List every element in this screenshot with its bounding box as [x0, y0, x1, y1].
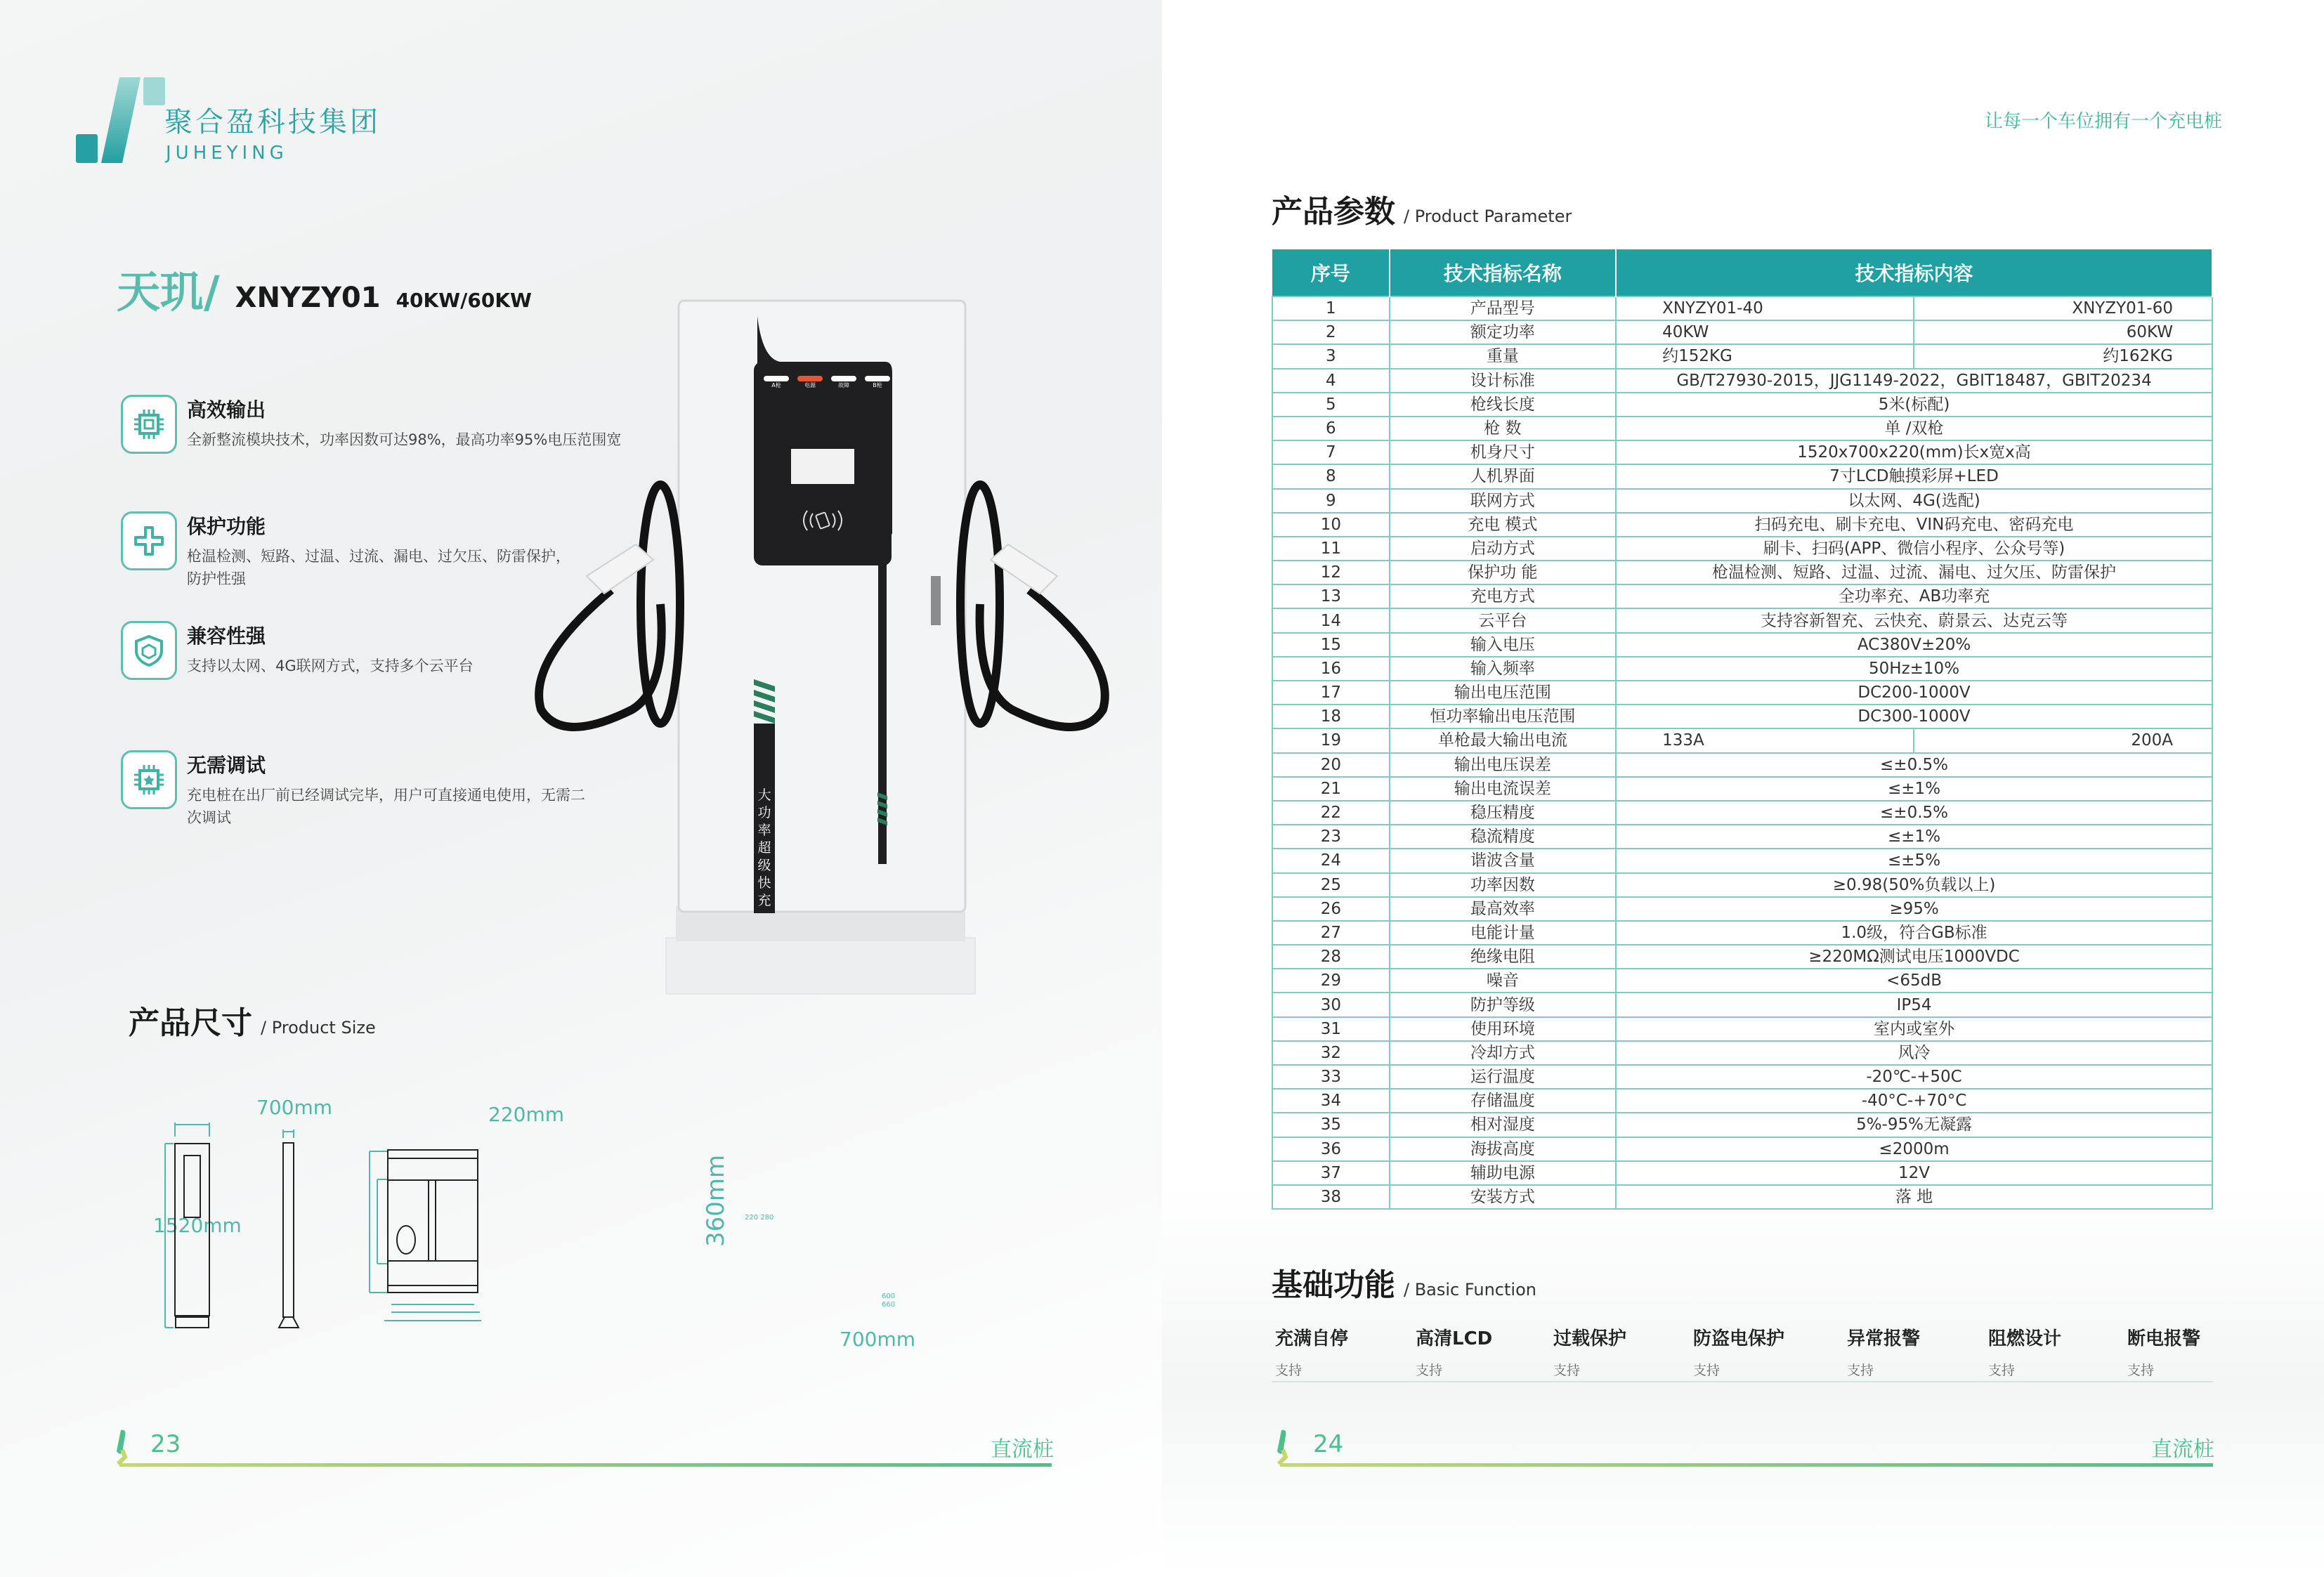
row-param-name: 设计标准: [1390, 369, 1616, 393]
row-value: ≥95%: [1616, 897, 2212, 921]
row-index: 13: [1272, 584, 1390, 608]
product-title: [117, 267, 532, 318]
table-row: [1272, 464, 2212, 488]
indicator-fault: 故障: [831, 376, 856, 389]
basic-function-value: 支持: [1693, 1363, 1721, 1378]
row-index: 1: [1272, 296, 1390, 320]
row-index: 31: [1272, 1017, 1390, 1041]
row-index: 10: [1272, 513, 1390, 537]
row-param-name: 额定功率: [1390, 320, 1616, 344]
row-param-name: 输出电压范围: [1390, 681, 1616, 705]
table-row: [1272, 1161, 2212, 1185]
row-index: 35: [1272, 1113, 1390, 1137]
dim-height: 1520mm: [153, 1214, 242, 1237]
table-row: [1272, 873, 2212, 897]
row-value-40kw: 133A: [1616, 728, 1913, 752]
row-value: ≥220MΩ测试电压1000VDC: [1616, 945, 2212, 969]
page-number: 23: [150, 1430, 181, 1458]
row-value: 支持容新智充、云快充、蔚景云、达克云等: [1616, 608, 2212, 632]
row-param-name: 输入频率: [1390, 657, 1616, 681]
parameter-table: [1272, 249, 2213, 1210]
basic-function-item: [1416, 1324, 1492, 1379]
row-param-name: 绝缘电阻: [1390, 945, 1616, 969]
footer-leaf-icon: [1273, 1429, 1304, 1465]
row-param-name: 功率因数: [1390, 873, 1616, 897]
row-param-name: 云平台: [1390, 608, 1616, 632]
row-value: -40°C-+70°C: [1616, 1089, 2212, 1113]
row-value: DC200-1000V: [1616, 681, 2212, 705]
table-row: [1272, 537, 2212, 561]
dim-inner-depths: 220 280: [745, 1214, 774, 1222]
table-row: [1272, 584, 2212, 608]
row-value-60kw: 约162KG: [1914, 344, 2212, 368]
row-param-name: 电能计量: [1390, 921, 1616, 945]
cross-link-icon: [121, 511, 177, 570]
basic-function-name: 防盗电保护: [1693, 1328, 1785, 1349]
basic-function-name: 过载保护: [1553, 1328, 1627, 1349]
row-param-name: 相对湿度: [1390, 1113, 1616, 1137]
section-title: 产品尺寸: [129, 1005, 252, 1041]
row-value-40kw: 40KW: [1616, 320, 1913, 344]
row-param-name: 输出电流误差: [1390, 777, 1616, 801]
dim-inner-widths: 600 660: [882, 1293, 896, 1309]
row-param-name: 防护等级: [1390, 993, 1616, 1016]
row-index: 23: [1272, 825, 1390, 849]
company-name-en: JUHEYING: [166, 143, 288, 164]
row-index: 20: [1272, 753, 1390, 777]
table-row: [1272, 728, 2212, 752]
row-value: DC300-1000V: [1616, 705, 2212, 728]
row-index: 30: [1272, 993, 1390, 1016]
row-param-name: 充电 模式: [1390, 513, 1616, 537]
column-header-name: 技术指标名称: [1390, 249, 1616, 296]
row-value: ≤±1%: [1616, 825, 2212, 849]
row-index: 21: [1272, 777, 1390, 801]
charger-side-text: 大功率超级快充: [757, 787, 771, 908]
table-row: [1272, 296, 2212, 320]
basic-function-divider: [1272, 1381, 2213, 1382]
row-value: AC380V±20%: [1616, 633, 2212, 657]
row-index: 12: [1272, 561, 1390, 584]
row-param-name: 机身尺寸: [1390, 440, 1616, 464]
row-value: 1520x700x220(mm)长x宽x高: [1616, 440, 2212, 464]
section-title: 产品参数: [1272, 194, 1395, 230]
row-param-name: 运行温度: [1390, 1065, 1616, 1089]
table-row: [1272, 1137, 2212, 1161]
row-index: 11: [1272, 537, 1390, 561]
product-power: 40KW/60KW: [396, 289, 532, 312]
row-param-name: 启动方式: [1390, 537, 1616, 561]
row-index: 9: [1272, 489, 1390, 513]
row-param-name: 输出电压误差: [1390, 753, 1616, 777]
basic-function-item: [1847, 1324, 1920, 1379]
row-index: 4: [1272, 369, 1390, 393]
row-value: 以太网、4G(选配): [1616, 489, 2212, 513]
basic-function-item: [2127, 1324, 2200, 1379]
row-param-name: 枪线长度: [1390, 393, 1616, 417]
table-row: [1272, 753, 2212, 777]
row-param-name: 产品型号: [1390, 296, 1616, 320]
table-row: [1272, 369, 2212, 393]
table-row: [1272, 921, 2212, 945]
row-index: 34: [1272, 1089, 1390, 1113]
feature-desc: 充电桩在出厂前已经调试完毕，用户可直接通电使用，无需二次调试: [187, 787, 585, 826]
row-value: 5%-95%无凝露: [1616, 1113, 2212, 1137]
row-index: 36: [1272, 1137, 1390, 1161]
footer-category: 直流桩: [991, 1437, 1054, 1462]
table-row: [1272, 657, 2212, 681]
tagline: 让每一个车位拥有一个充电桩: [1985, 111, 2223, 132]
table-row: [1272, 633, 2212, 657]
indicator-power: 电源: [797, 376, 823, 389]
row-value: 落 地: [1616, 1185, 2212, 1209]
feature-desc: 支持以太网、4G联网方式，支持多个云平台: [187, 657, 474, 674]
column-header-index: 序号: [1272, 249, 1390, 296]
table-row: [1272, 777, 2212, 801]
feature-title: 高效输出: [187, 398, 266, 421]
table-row: [1272, 897, 2212, 921]
footer-leaf-icon: [112, 1429, 143, 1465]
row-index: 18: [1272, 705, 1390, 728]
footer-category: 直流桩: [2151, 1437, 2214, 1462]
row-index: 27: [1272, 921, 1390, 945]
feature-title: 无需调试: [187, 754, 266, 777]
row-value: ≤±1%: [1616, 777, 2212, 801]
row-param-name: 人机界面: [1390, 464, 1616, 488]
row-value: 50Hz±10%: [1616, 657, 2212, 681]
feature-title: 保护功能: [187, 515, 266, 538]
section-subtitle: / Product Size: [261, 1018, 376, 1038]
company-name-cn: 聚合盈科技集团: [164, 106, 381, 138]
row-param-name: 存储温度: [1390, 1089, 1616, 1113]
row-param-name: 使用环境: [1390, 1017, 1616, 1041]
row-index: 14: [1272, 608, 1390, 632]
table-row: [1272, 320, 2212, 344]
row-param-name: 稳流精度: [1390, 825, 1616, 849]
row-value: 7寸LCD触摸彩屏+LED: [1616, 464, 2212, 488]
product-model: XNYZY01: [235, 282, 381, 314]
company-logo-icon: [76, 77, 167, 164]
row-value: <65dB: [1616, 969, 2212, 993]
dimension-drawings-icon: [126, 1089, 1040, 1370]
section-subtitle: / Basic Function: [1404, 1280, 1536, 1300]
row-index: 28: [1272, 945, 1390, 969]
table-row: [1272, 705, 2212, 728]
table-row: [1272, 681, 2212, 705]
row-value: 枪温检测、短路、过温、过流、漏电、过欠压、防雷保护: [1616, 561, 2212, 584]
size-section-header: [129, 997, 376, 1042]
row-param-name: 安装方式: [1390, 1185, 1616, 1209]
dim-base-width: 700mm: [840, 1328, 915, 1351]
row-value: 风冷: [1616, 1041, 2212, 1065]
row-index: 17: [1272, 681, 1390, 705]
basic-function-value: 支持: [1275, 1363, 1303, 1378]
row-value: ≤2000m: [1616, 1137, 2212, 1161]
row-value: 扫码充电、刷卡充电、VIN码充电、密码充电: [1616, 513, 2212, 537]
basic-function-name: 断电报警: [2127, 1328, 2201, 1349]
row-param-name: 保护功 能: [1390, 561, 1616, 584]
row-value: 刷卡、扫码(APP、微信小程序、公众号等): [1616, 537, 2212, 561]
table-row: [1272, 489, 2212, 513]
row-param-name: 枪 数: [1390, 417, 1616, 440]
basic-function-value: 支持: [1416, 1363, 1443, 1378]
basic-section-header: [1272, 1259, 1536, 1304]
table-row: [1272, 945, 2212, 969]
row-param-name: 谐波含量: [1390, 849, 1616, 872]
row-index: 16: [1272, 657, 1390, 681]
row-index: 32: [1272, 1041, 1390, 1065]
basic-function-value: 支持: [1553, 1363, 1581, 1378]
table-row: [1272, 561, 2212, 584]
table-row: [1272, 1017, 2212, 1041]
shield-icon: [121, 621, 177, 680]
table-row: [1272, 344, 2212, 368]
basic-function-value: 支持: [1988, 1363, 2016, 1378]
basic-function-name: 阻燃设计: [1988, 1328, 2062, 1349]
row-value: ≤±5%: [1616, 849, 2212, 872]
indicator-a-gun: A枪: [764, 376, 789, 389]
row-index: 22: [1272, 801, 1390, 825]
lcd-screen: [791, 449, 854, 484]
chip-star-icon: [121, 750, 177, 809]
charger-control-panel: [754, 362, 892, 565]
row-param-name: 稳压精度: [1390, 801, 1616, 825]
row-value: 12V: [1616, 1161, 2212, 1185]
row-index: 25: [1272, 873, 1390, 897]
table-row: [1272, 1185, 2212, 1209]
row-param-name: 充电方式: [1390, 584, 1616, 608]
row-value: 单 /双枪: [1616, 417, 2212, 440]
table-row: [1272, 440, 2212, 464]
row-param-name: 单枪最大输出电流: [1390, 728, 1616, 752]
row-param-name: 辅助电源: [1390, 1161, 1616, 1185]
table-row: [1272, 1065, 2212, 1089]
row-param-name: 恒功率输出电压范围: [1390, 705, 1616, 728]
row-index: 15: [1272, 633, 1390, 657]
row-index: 7: [1272, 440, 1390, 464]
row-index: 6: [1272, 417, 1390, 440]
table-row: [1272, 1089, 2212, 1113]
row-value: -20℃-+50C: [1616, 1065, 2212, 1089]
table-row: [1272, 801, 2212, 825]
row-param-name: 联网方式: [1390, 489, 1616, 513]
row-index: 19: [1272, 728, 1390, 752]
row-value-40kw: XNYZY01-40: [1616, 296, 1913, 320]
product-name: 天玑/: [117, 266, 220, 318]
column-header-content: 技术指标内容: [1616, 249, 2212, 296]
table-row: [1272, 1113, 2212, 1137]
row-value: 全功率充、AB功率充: [1616, 584, 2212, 608]
feature-desc: 全新整流模块技术，功率因数可达98%，最高功率95%电压范围宽: [187, 431, 622, 448]
basic-function-item: [1693, 1324, 1784, 1379]
dim-base-depth: 360mm: [702, 1154, 730, 1247]
table-row: [1272, 825, 2212, 849]
row-index: 24: [1272, 849, 1390, 872]
charger-illustration: [520, 295, 1124, 997]
table-row: [1272, 1041, 2212, 1065]
basic-function-item: [1275, 1324, 1348, 1379]
dim-depth: 220mm: [488, 1103, 564, 1126]
row-param-name: 输入电压: [1390, 633, 1616, 657]
row-value-60kw: 200A: [1914, 728, 2212, 752]
row-value-40kw: 约152KG: [1616, 344, 1913, 368]
table-row: [1272, 417, 2212, 440]
page-number: 24: [1313, 1430, 1344, 1458]
basic-function-name: 异常报警: [1847, 1328, 1921, 1349]
feature-item: [121, 511, 580, 590]
row-index: 3: [1272, 344, 1390, 368]
footer-divider: [1280, 1463, 2213, 1467]
row-index: 37: [1272, 1161, 1390, 1185]
table-row: [1272, 608, 2212, 632]
dim-front-width: 700mm: [256, 1096, 332, 1119]
row-value: 1.0级，符合GB标准: [1616, 921, 2212, 945]
row-value: GB/T27930-2015，JJG1149-2022，GBIT18487，GBIT20234: [1616, 369, 2212, 393]
table-row: [1272, 513, 2212, 537]
table-row: [1272, 969, 2212, 993]
table-row: [1272, 393, 2212, 417]
feature-desc: 枪温检测、短路、过温、过流、漏电、过欠压、防雷保护，防护性强: [187, 548, 570, 587]
row-param-name: 冷却方式: [1390, 1041, 1616, 1065]
basic-function-item: [1988, 1324, 2061, 1379]
row-index: 33: [1272, 1065, 1390, 1089]
row-value-60kw: XNYZY01-60: [1914, 296, 2212, 320]
row-param-name: 最高效率: [1390, 897, 1616, 921]
row-value: 室内或室外: [1616, 1017, 2212, 1041]
basic-function-value: 支持: [2127, 1363, 2155, 1378]
row-value: ≤±0.5%: [1616, 801, 2212, 825]
row-param-name: 噪音: [1390, 969, 1616, 993]
feature-title: 兼容性强: [187, 624, 266, 648]
basic-function-name: 充满自停: [1275, 1328, 1349, 1349]
section-title: 基础功能: [1272, 1267, 1395, 1303]
row-index: 5: [1272, 393, 1390, 417]
nfc-card-icon: [797, 506, 848, 535]
row-index: 8: [1272, 464, 1390, 488]
table-row: [1272, 849, 2212, 872]
basic-function-value: 支持: [1847, 1363, 1874, 1378]
chip-icon: [121, 395, 177, 454]
row-index: 2: [1272, 320, 1390, 344]
row-value: IP54: [1616, 993, 2212, 1016]
row-index: 38: [1272, 1185, 1390, 1209]
row-value: ≤±0.5%: [1616, 753, 2212, 777]
row-index: 26: [1272, 897, 1390, 921]
row-value-60kw: 60KW: [1914, 320, 2212, 344]
row-value: ≥0.98(50%负载以上): [1616, 873, 2212, 897]
basic-function-item: [1553, 1324, 1626, 1379]
param-section-header: [1272, 186, 1572, 231]
row-param-name: 重量: [1390, 344, 1616, 368]
row-index: 29: [1272, 969, 1390, 993]
indicator-b-gun: B枪: [865, 376, 890, 389]
footer-divider: [119, 1463, 1052, 1467]
table-row: [1272, 993, 2212, 1016]
basic-function-name: 高清LCD: [1416, 1328, 1493, 1349]
row-value: 5米(标配): [1616, 393, 2212, 417]
section-subtitle: / Product Parameter: [1404, 207, 1572, 226]
row-param-name: 海拔高度: [1390, 1137, 1616, 1161]
